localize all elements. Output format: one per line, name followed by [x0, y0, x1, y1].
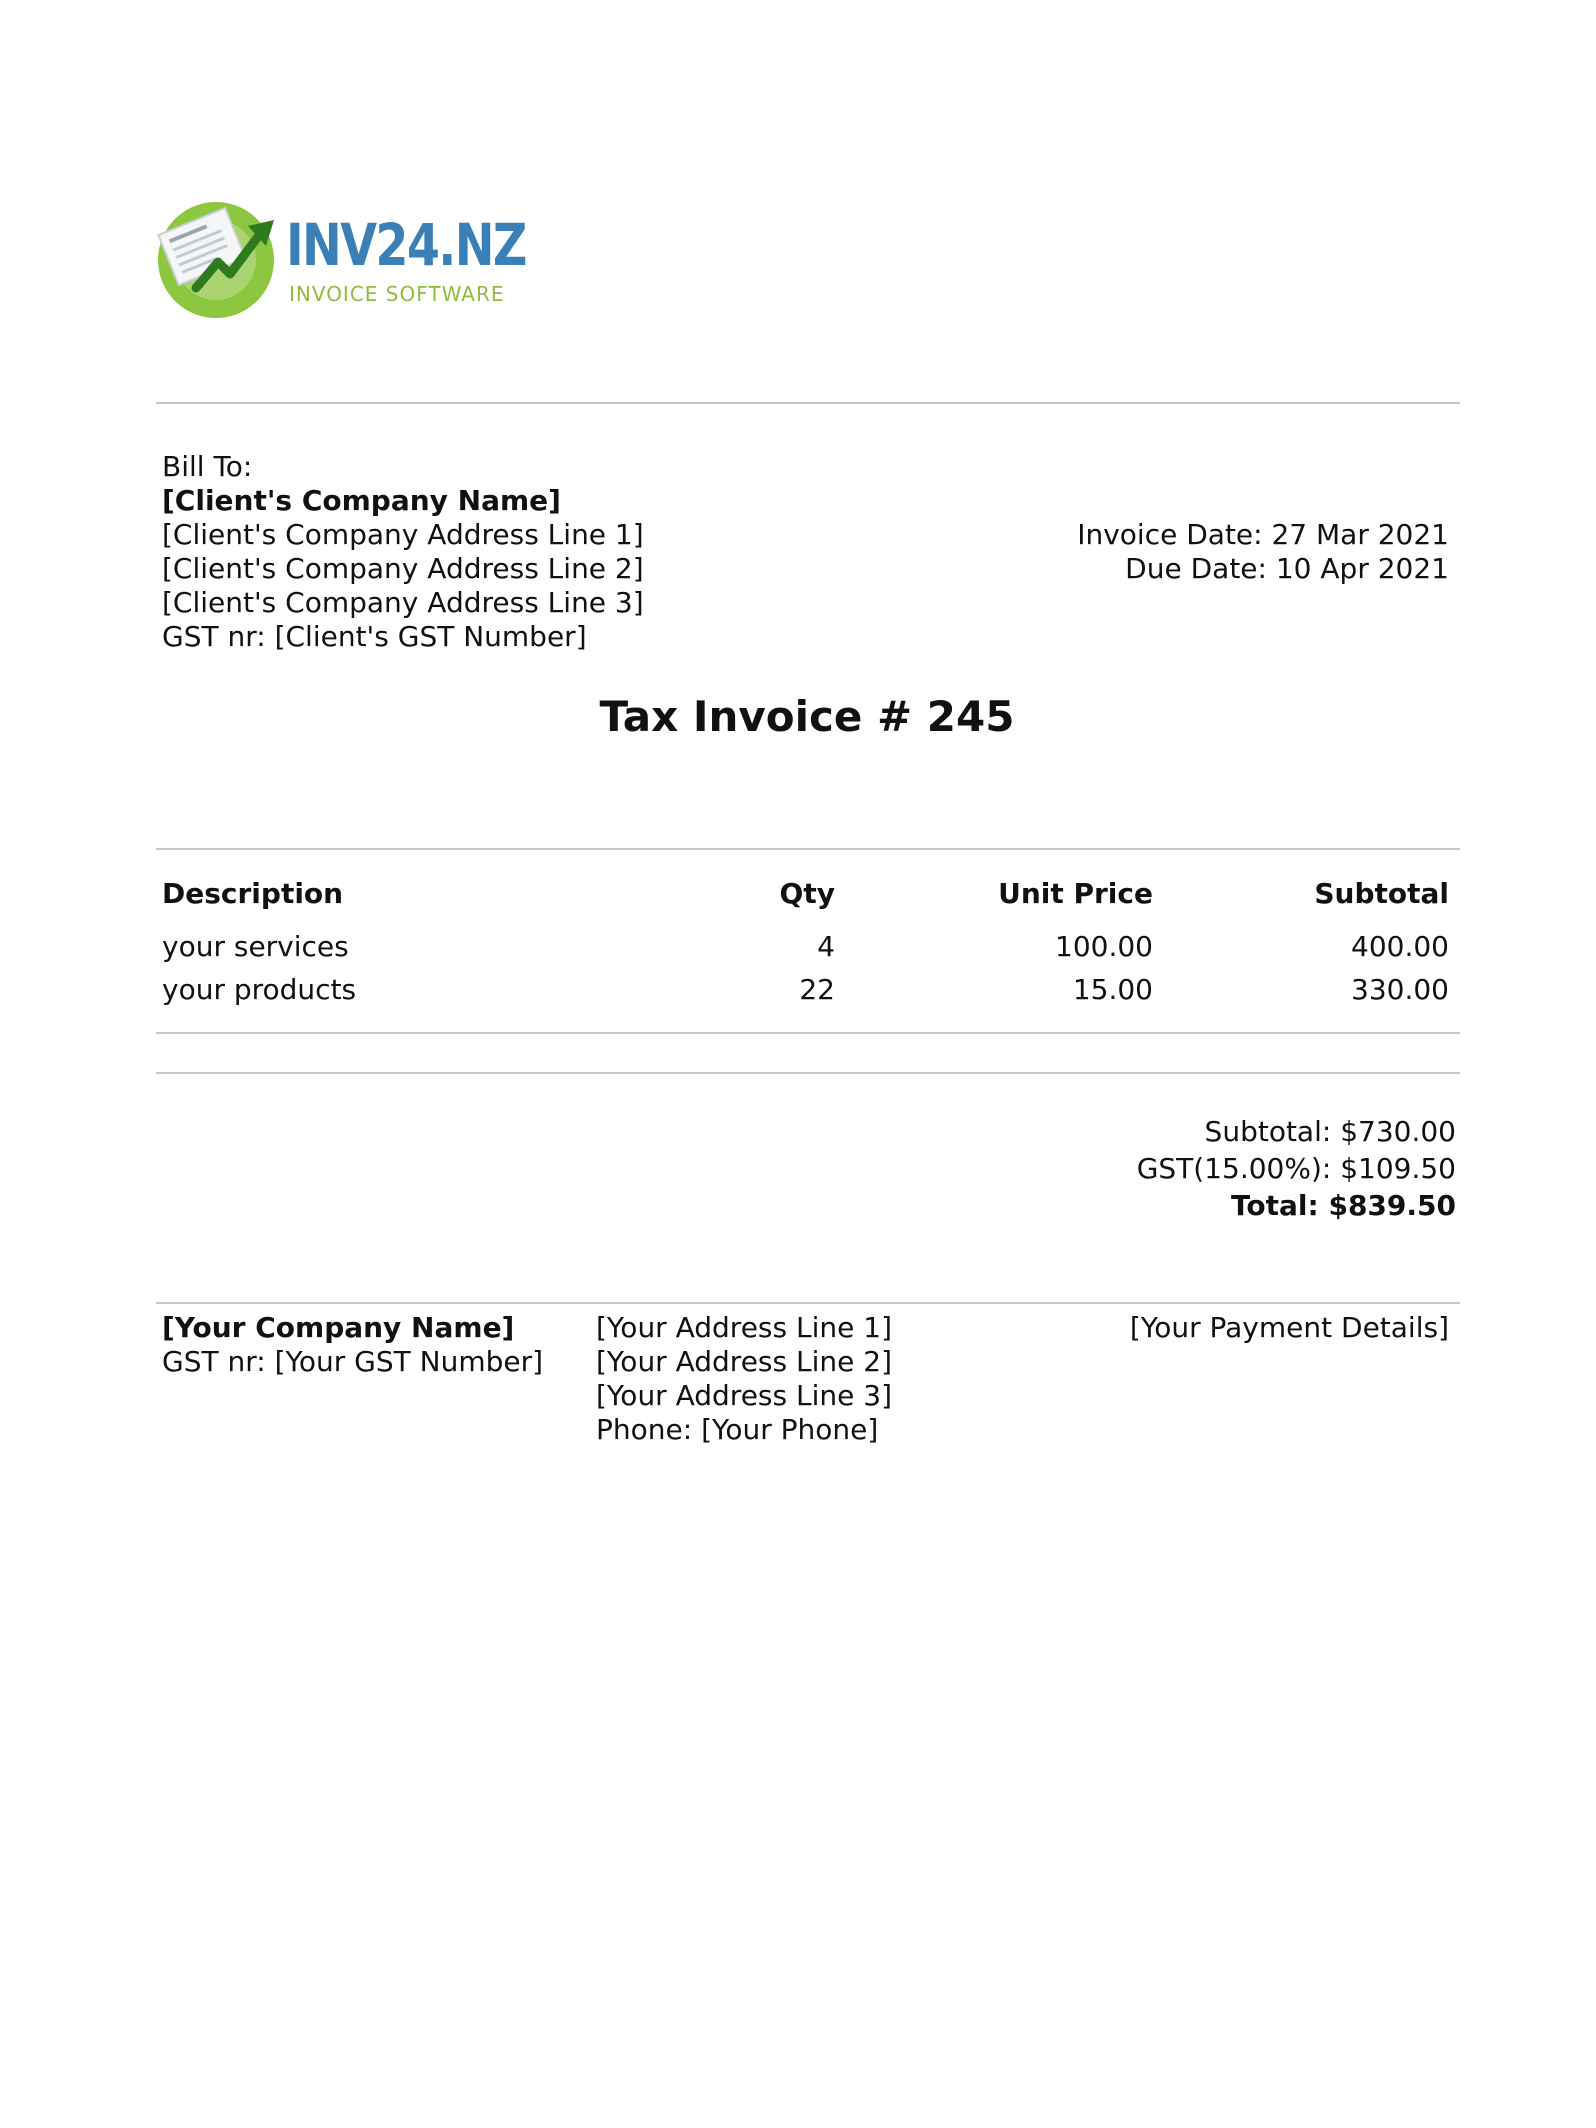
- invoice-title: Tax Invoice # 245: [599, 692, 1015, 741]
- header-divider: [156, 402, 1460, 404]
- your-company-name: [Your Company Name]: [162, 1311, 515, 1344]
- client-address-line-3: [Client's Company Address Line 3]: [162, 586, 644, 619]
- your-phone: Phone: [Your Phone]: [596, 1413, 879, 1446]
- client-company-name: [Client's Company Name]: [162, 484, 561, 517]
- your-address-line-3: [Your Address Line 3]: [596, 1379, 892, 1412]
- row-qty: 4: [817, 930, 835, 963]
- row-unit-price: 15.00: [1072, 973, 1153, 1006]
- column-header-description: Description: [162, 877, 344, 910]
- row-qty: 22: [799, 973, 835, 1006]
- totals-gst: GST(15.00%): $109.50: [1136, 1152, 1456, 1185]
- row-subtotal: 400.00: [1351, 930, 1449, 963]
- column-header-unit-price: Unit Price: [998, 877, 1153, 910]
- logo-brand-text: INV24.NZ: [286, 211, 526, 279]
- client-gst-number: GST nr: [Client's GST Number]: [162, 620, 587, 653]
- client-address-line-1: [Client's Company Address Line 1]: [162, 518, 644, 551]
- your-gst-number: GST nr: [Your GST Number]: [162, 1345, 544, 1378]
- invoice-date: Invoice Date: 27 Mar 2021: [1077, 518, 1449, 551]
- client-address-line-2: [Client's Company Address Line 2]: [162, 552, 644, 585]
- row-description: your services: [162, 930, 349, 963]
- row-subtotal: 330.00: [1351, 973, 1449, 1006]
- your-address-line-1: [Your Address Line 1]: [596, 1311, 892, 1344]
- your-address-line-2: [Your Address Line 2]: [596, 1345, 892, 1378]
- column-header-subtotal: Subtotal: [1314, 877, 1449, 910]
- bill-to-label: Bill To:: [162, 450, 253, 483]
- totals-divider: [156, 1072, 1460, 1074]
- due-date: Due Date: 10 Apr 2021: [1125, 552, 1449, 585]
- column-header-qty: Qty: [779, 877, 835, 910]
- totals-subtotal: Subtotal: $730.00: [1204, 1115, 1456, 1148]
- totals-total: Total: $839.50: [1231, 1189, 1456, 1222]
- your-payment-details: [Your Payment Details]: [1129, 1311, 1449, 1344]
- table-top-divider: [156, 848, 1460, 850]
- table-bottom-divider: [156, 1032, 1460, 1034]
- logo-tagline-text: INVOICE SOFTWARE: [289, 282, 505, 306]
- row-description: your products: [162, 973, 357, 1006]
- company-logo: [156, 196, 526, 326]
- row-unit-price: 100.00: [1055, 930, 1153, 963]
- footer-divider: [156, 1302, 1460, 1304]
